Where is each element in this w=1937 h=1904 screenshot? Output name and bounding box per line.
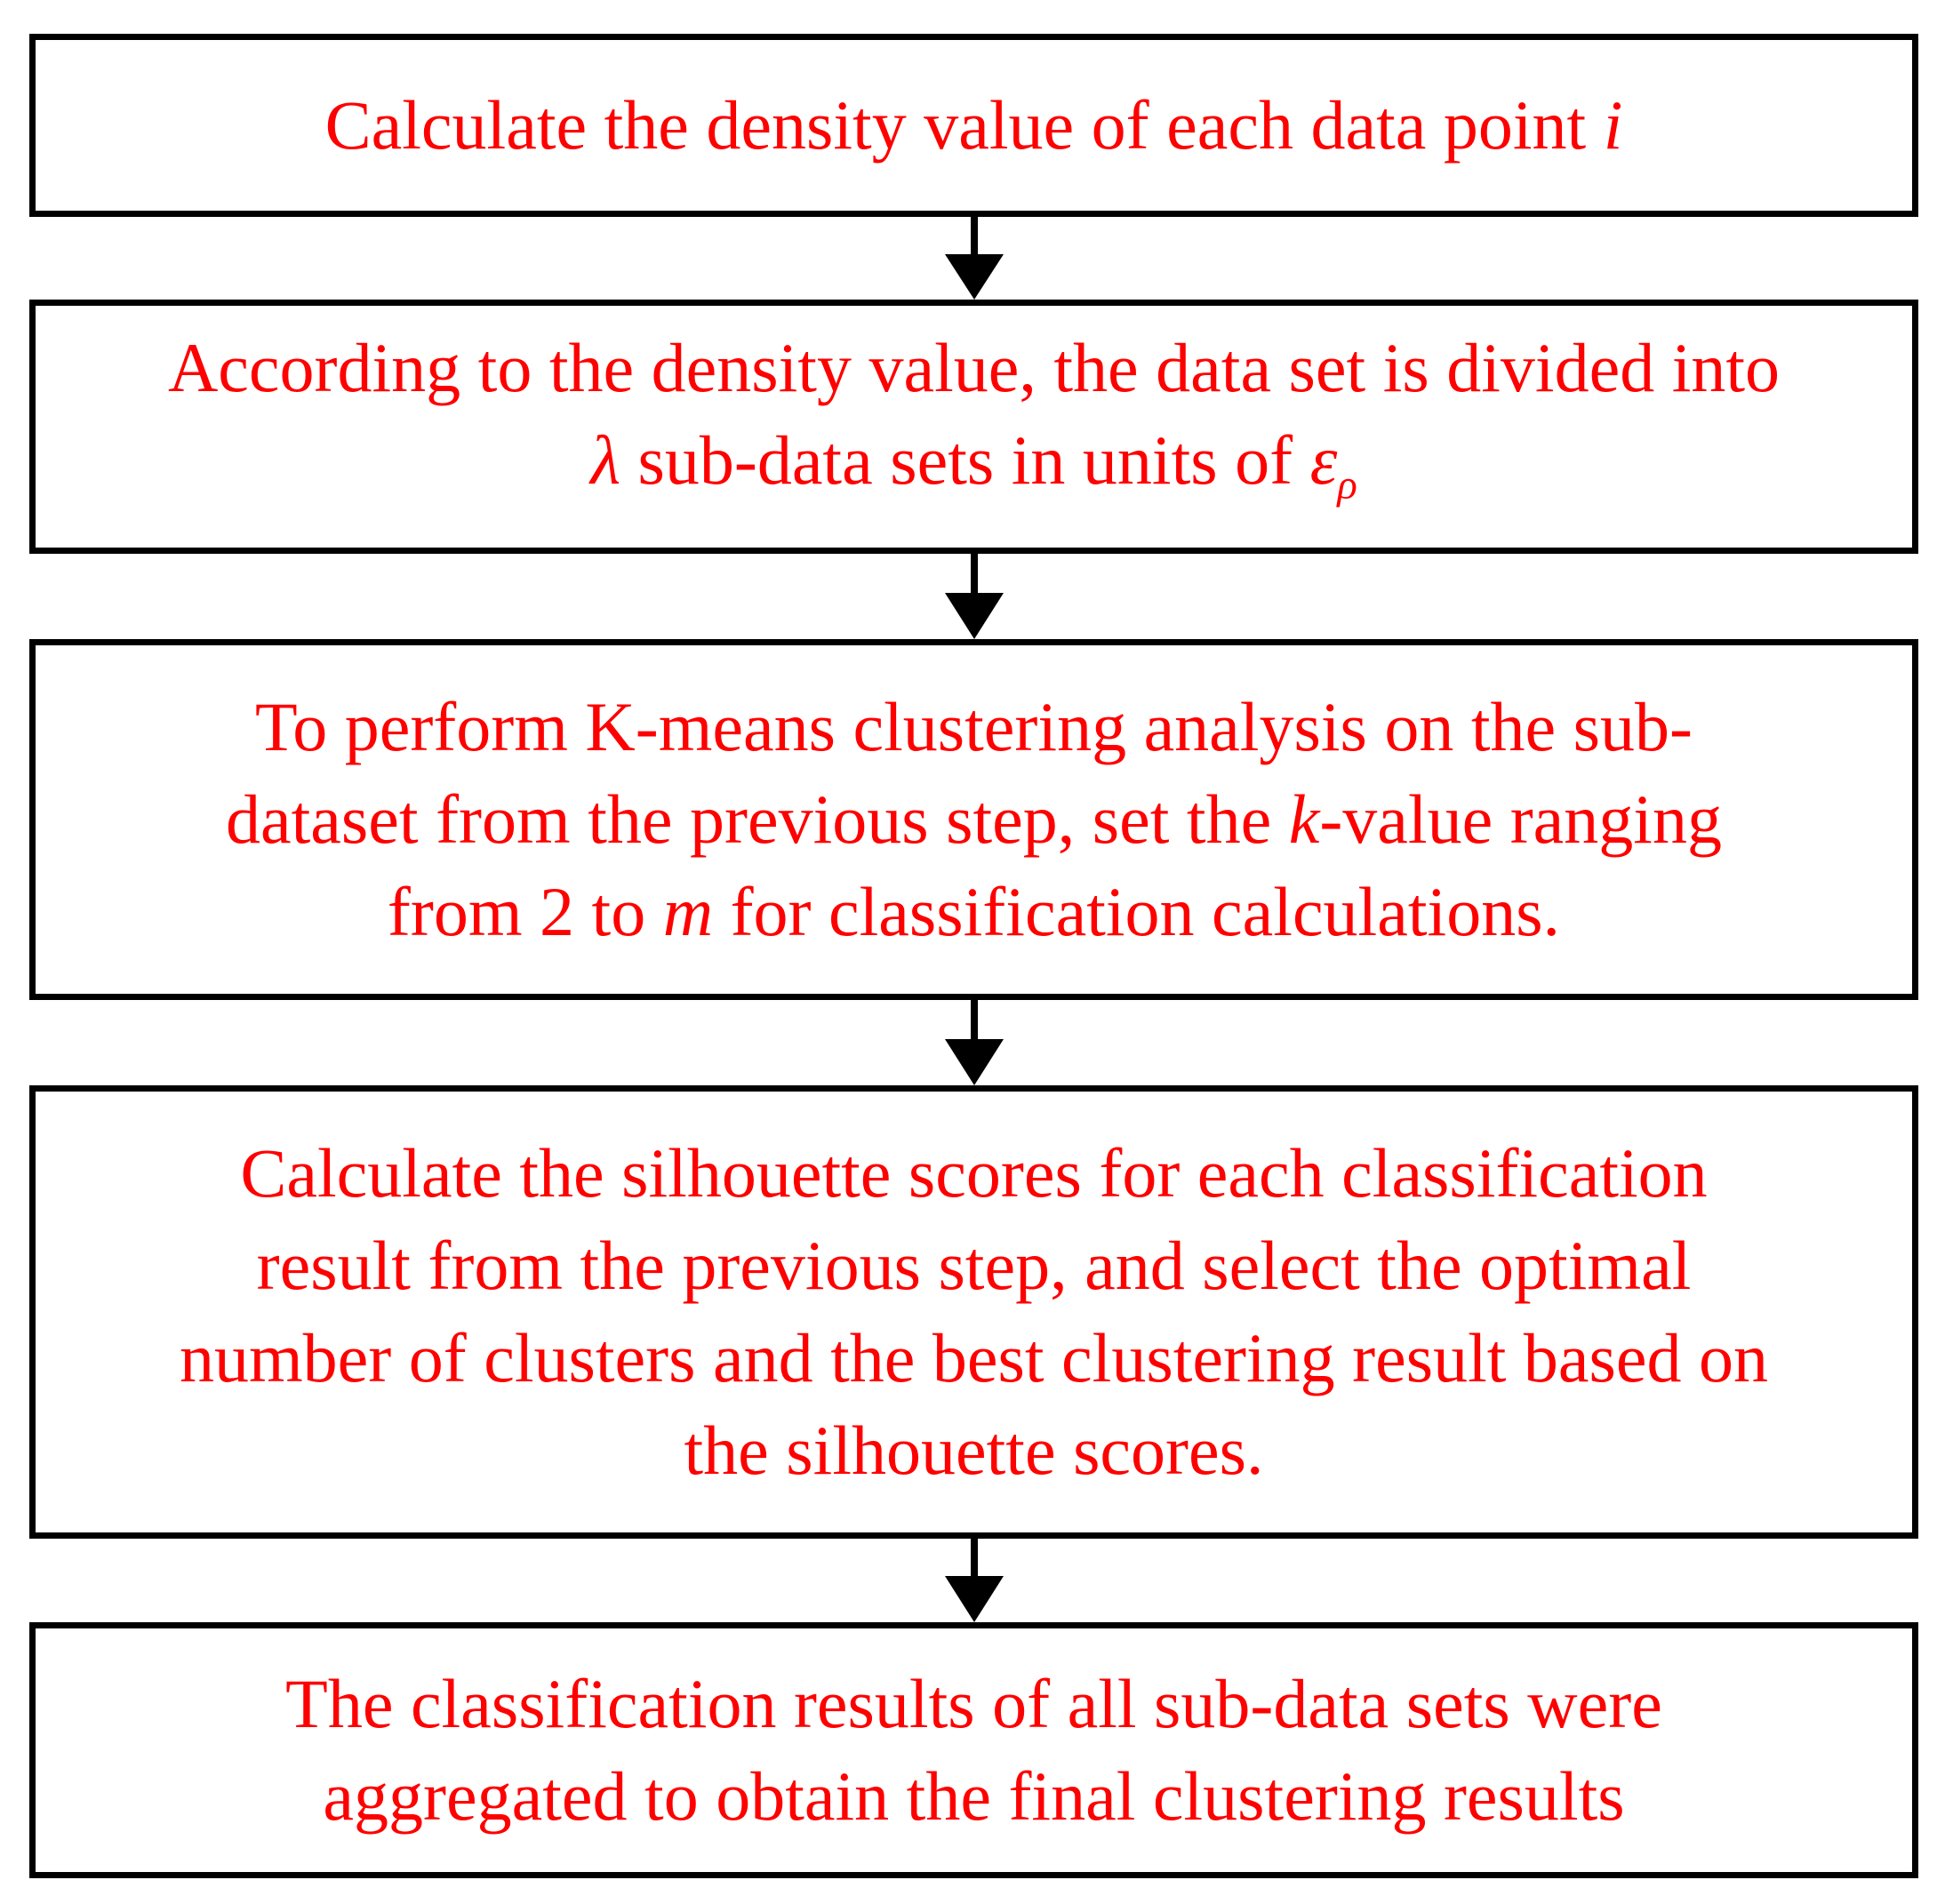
step-text-line [180,1404,1768,1497]
step-text-line [168,322,1780,414]
text-run: According to the density value, the data set is divided into [167,329,1781,407]
step-text-line [285,1750,1662,1843]
text-run: dataset from the previous step, set the [226,780,1289,858]
math-variable: i [1603,86,1623,164]
step-4-text [144,1127,1804,1497]
step-3-box [29,639,1918,1000]
text-run: for classification calculations. [713,873,1561,950]
step-text-line [325,79,1623,172]
text-run: from 2 to [387,873,663,950]
step-4-box [29,1085,1918,1539]
step-text-line [168,414,1780,532]
step-text-line [226,681,1722,773]
step-text-line [180,1220,1768,1312]
step-text-line [180,1127,1768,1220]
text-run: number of clusters and the best clustering result based on [179,1319,1769,1396]
arrow-down-icon [943,217,1005,300]
step-text-line [226,866,1722,958]
arrow-down-icon [943,1539,1005,1622]
text-run: the silhouette scores. [684,1412,1264,1489]
text-run: Calculate the silhouette scores for each classification [240,1134,1708,1212]
math-variable: λ [590,421,620,500]
text-run: To perform K-means clustering analysis on the sub- [255,688,1693,765]
step-text-line [180,1312,1768,1404]
step-text-line [285,1658,1662,1750]
step-3-text [190,681,1757,958]
text-run: Calculate the density value of each data point [324,86,1604,164]
text-run: aggregated to obtain the final clustering results [323,1757,1625,1835]
math-variable: ε [1309,421,1338,500]
text-run: The classification results of all sub-data sets were [285,1665,1662,1742]
text-run: -value ranging [1319,780,1722,858]
step-5-box [29,1622,1918,1878]
math-variable: k [1288,780,1320,858]
step-2-box [29,300,1918,554]
text-run: sub-data sets in units of [620,421,1310,500]
step-5-text [250,1658,1698,1843]
step-text-line [226,773,1722,866]
step-1-box [29,34,1918,217]
math-variable: m [662,873,714,950]
arrow-down-icon [943,554,1005,639]
step-1-text [290,79,1659,172]
text-run: result from the previous step, and select the optimal [256,1227,1692,1304]
step-2-text [132,322,1815,532]
arrow-down-icon [943,1000,1005,1085]
math-subscript: ρ [1337,461,1357,508]
